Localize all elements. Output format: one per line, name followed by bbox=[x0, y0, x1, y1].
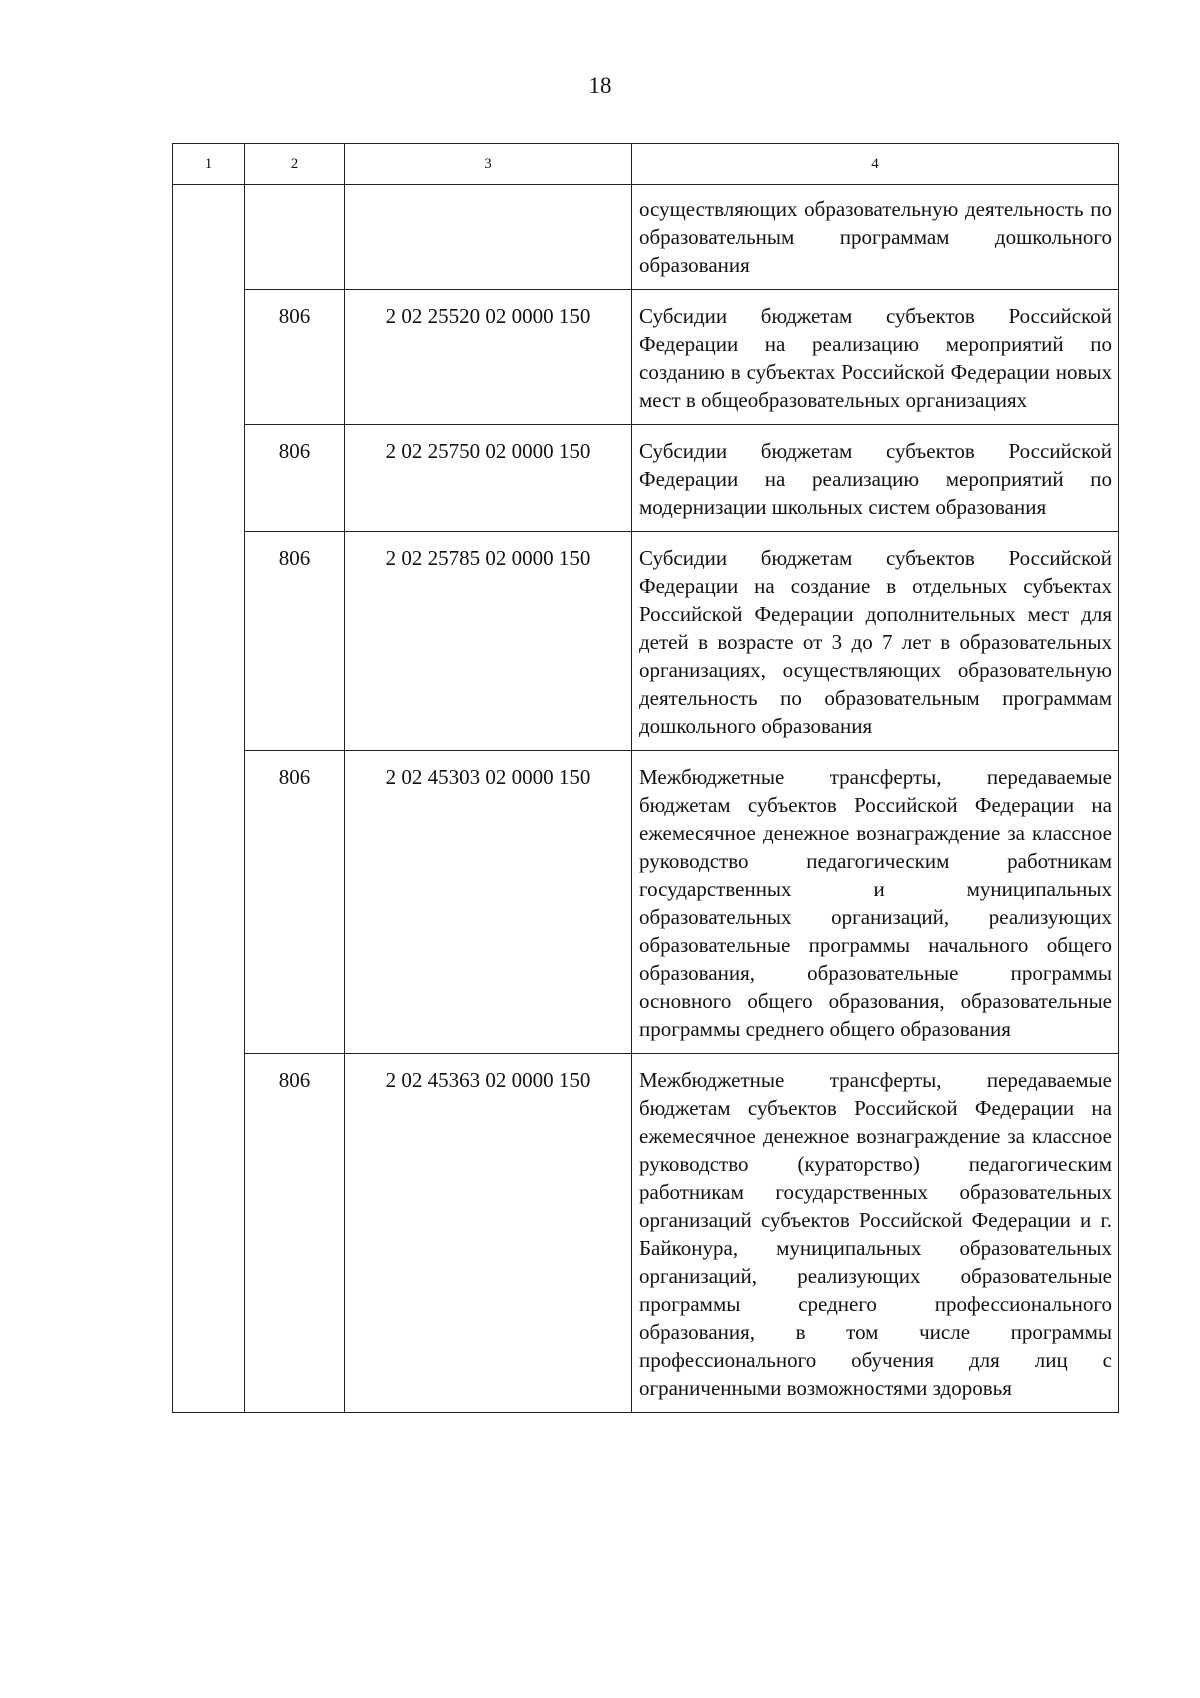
admin-code-cell: 806 bbox=[245, 425, 345, 532]
kbk-cell: 2 02 25750 02 0000 150 bbox=[345, 425, 632, 532]
admin-code-cell: 806 bbox=[245, 290, 345, 425]
kbk-cell bbox=[345, 185, 632, 290]
budget-table bbox=[172, 143, 1119, 1413]
admin-code-cell: 806 bbox=[245, 751, 345, 1054]
description-cell: Субсидии бюджетам субъектов Российской Федерации на реализацию мероприятий по созданию в субъектах Российской Федерации новых мест в общеобразовательных организациях bbox=[632, 290, 1119, 425]
kbk-cell: 2 02 45363 02 0000 150 bbox=[345, 1054, 632, 1413]
admin-code-cell: 806 bbox=[245, 1054, 345, 1413]
table-row bbox=[173, 425, 1119, 532]
page-number: 18 bbox=[588, 73, 612, 98]
kbk-cell: 2 02 25520 02 0000 150 bbox=[345, 290, 632, 425]
table-row bbox=[173, 290, 1119, 425]
table-header bbox=[173, 144, 1119, 185]
kbk-cell: 2 02 25785 02 0000 150 bbox=[345, 532, 632, 751]
header-col-2: 2 bbox=[245, 144, 345, 185]
admin-code-cell: 806 bbox=[245, 532, 345, 751]
admin-code-cell bbox=[245, 185, 345, 290]
table-row bbox=[173, 532, 1119, 751]
description-cell: Субсидии бюджетам субъектов Российской Федерации на создание в отдельных субъектах Российской Федерации дополнительных мест для детей в возрасте от 3 до 7 лет в образовательных организациях, осуществляющих образовательную деятельность по образовательным программам дошкольного образования bbox=[632, 532, 1119, 751]
kbk-cell: 2 02 45303 02 0000 150 bbox=[345, 751, 632, 1054]
continuation-text: осуществляющих образовательную деятельность по образовательным программам дошкольного образования bbox=[632, 185, 1119, 290]
group-column-cell bbox=[173, 185, 245, 1413]
table-row-continuation bbox=[173, 185, 1119, 290]
table-row bbox=[173, 751, 1119, 1054]
header-col-1: 1 bbox=[173, 144, 245, 185]
table-row bbox=[173, 1054, 1119, 1413]
description-cell: Субсидии бюджетам субъектов Российской Федерации на реализацию мероприятий по модернизации школьных систем образования bbox=[632, 425, 1119, 532]
description-cell: Межбюджетные трансферты, передаваемые бюджетам субъектов Российской Федерации на ежемесячное денежное вознаграждение за классное руководство (кураторство) педагогическим работникам государственных образовательных организаций субъектов Российской Федерации и г. Байконура, муниципальных образовательных организаций, реализующих образовательные программы среднего профессионального образования, в том числе программы профессионального обучения для лиц с ограниченными возможностями здоровья bbox=[632, 1054, 1119, 1413]
header-col-3: 3 bbox=[345, 144, 632, 185]
header-row bbox=[173, 144, 1119, 185]
table-body bbox=[173, 185, 1119, 1413]
description-cell: Межбюджетные трансферты, передаваемые бюджетам субъектов Российской Федерации на ежемесячное денежное вознаграждение за классное руководство педагогическим работникам государственных и муниципальных образовательных организаций, реализующих образовательные программы начального общего образования, образовательные программы основного общего образования, образовательные программы среднего общего образования bbox=[632, 751, 1119, 1054]
header-col-4: 4 bbox=[632, 144, 1119, 185]
